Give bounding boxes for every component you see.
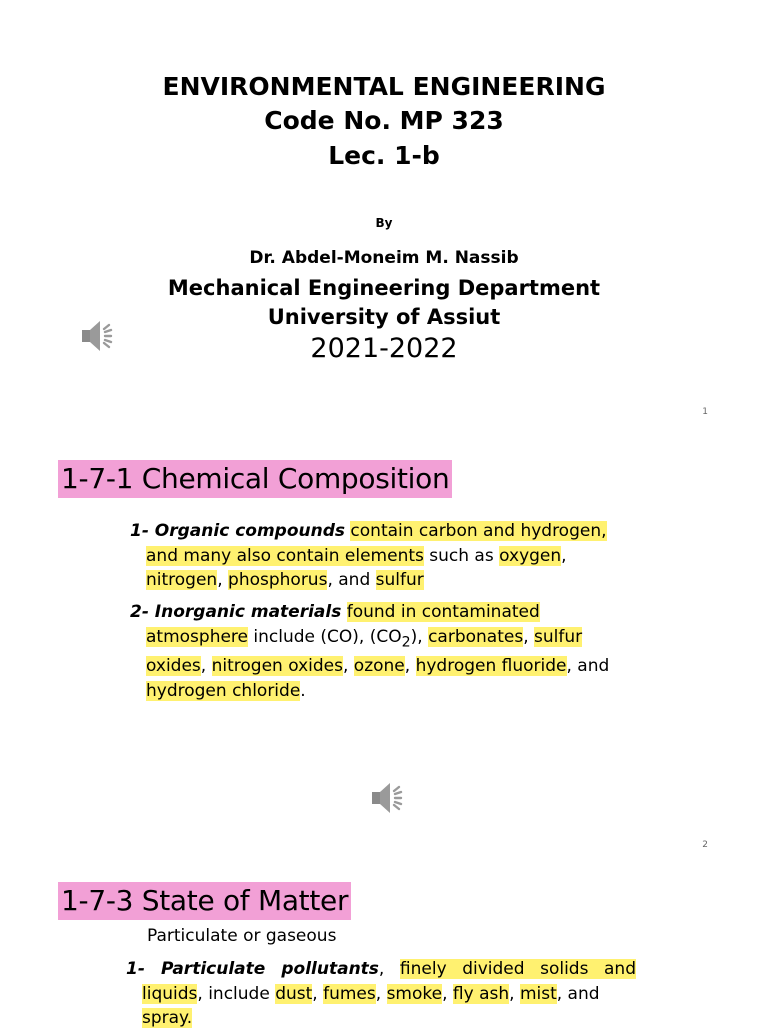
highlighted-text: found in contaminated xyxy=(346,602,540,622)
item-lead: 1- Organic compounds xyxy=(130,521,346,541)
title-slide xyxy=(0,0,768,432)
author-name: Dr. Abdel-Moneim M. Nassib xyxy=(249,248,519,268)
item-lead: 1- Particulate pollutants xyxy=(126,959,379,979)
item-line xyxy=(126,982,636,1007)
slide-heading: 1-7-3 State of Matter xyxy=(58,882,351,920)
highlighted-text: oxygen xyxy=(499,545,562,566)
plain-text: , and xyxy=(566,656,610,677)
highlighted-text: fly ash xyxy=(452,983,510,1004)
plain-text: ), xyxy=(410,626,429,647)
lecture-number: Lec. 1-b xyxy=(328,141,440,170)
highlighted-text: sulfur xyxy=(375,570,424,590)
plain-text: , xyxy=(404,656,416,677)
highlighted-text: hydrogen fluoride xyxy=(415,656,567,677)
item-line xyxy=(130,625,650,655)
item-line xyxy=(130,519,650,544)
highlighted-text: spray. xyxy=(142,1008,193,1028)
course-code: Code No. MP 323 xyxy=(264,106,504,135)
item-line xyxy=(130,654,650,679)
plain-text: . xyxy=(300,680,306,701)
plain-text: include (CO), (CO xyxy=(248,626,402,647)
plain-text: , and xyxy=(327,570,376,590)
highlighted-text: atmosphere xyxy=(146,626,248,647)
organic-compounds-item xyxy=(130,519,650,593)
highlighted-text: hydrogen chloride xyxy=(146,680,301,701)
item-line xyxy=(126,957,636,982)
highlighted-text: fumes xyxy=(323,983,376,1004)
item-line xyxy=(130,568,650,593)
plain-text: , and xyxy=(556,983,600,1004)
inorganic-materials-item xyxy=(130,600,650,703)
highlighted-text: dust xyxy=(275,983,313,1004)
particulate-pollutants-item xyxy=(126,957,636,1031)
slide-heading: 1-7-1 Chemical Composition xyxy=(58,460,452,498)
highlighted-text: and many also contain elements xyxy=(146,545,424,566)
university-name: University of Assiut xyxy=(267,305,501,329)
chemical-composition-slide xyxy=(0,432,768,864)
plain-text: , xyxy=(442,983,453,1004)
highlighted-text: finely divided solids and xyxy=(399,959,637,979)
state-of-matter-slide xyxy=(0,864,768,1028)
plain-text: , xyxy=(200,656,212,677)
speaker-icon[interactable] xyxy=(368,778,408,818)
plain-text: , xyxy=(378,959,400,979)
highlighted-text: smoke xyxy=(386,983,443,1004)
highlighted-text: ozone xyxy=(353,656,405,677)
highlighted-text: carbonates xyxy=(428,626,524,647)
by-label: By xyxy=(375,216,393,230)
page-number: 2 xyxy=(702,840,708,850)
highlighted-text: nitrogen xyxy=(146,570,218,590)
plain-text: , xyxy=(375,983,387,1004)
plain-text: , include xyxy=(197,983,276,1004)
plain-text: , xyxy=(217,570,229,590)
department-name: Mechanical Engineering Department xyxy=(167,276,601,300)
speaker-icon[interactable] xyxy=(78,316,118,356)
item-line xyxy=(130,600,650,625)
highlighted-text: sulfur xyxy=(534,626,583,647)
highlighted-text: contain carbon and hydrogen, xyxy=(350,521,607,541)
slide-subtitle: Particulate or gaseous xyxy=(147,926,337,946)
plain-text: , xyxy=(342,656,354,677)
item-line xyxy=(130,679,650,704)
item-lead: 2- Inorganic materials xyxy=(130,602,342,622)
course-title: ENVIRONMENTAL ENGINEERING xyxy=(162,72,606,101)
subscript-text: 2 xyxy=(401,633,411,650)
plain-text: , xyxy=(561,545,567,566)
item-line xyxy=(130,544,650,569)
plain-text: such as xyxy=(423,545,500,566)
highlighted-text: nitrogen oxides xyxy=(211,656,343,677)
highlighted-text: liquids xyxy=(142,983,198,1004)
plain-text: , xyxy=(523,626,535,647)
highlighted-text: phosphorus xyxy=(228,570,328,590)
page-number: 1 xyxy=(702,407,708,417)
plain-text: , xyxy=(509,983,520,1004)
academic-year: 2021-2022 xyxy=(310,333,458,364)
highlighted-text: oxides xyxy=(146,656,201,677)
plain-text: , xyxy=(312,983,324,1004)
item-line xyxy=(126,1006,636,1031)
highlighted-text: mist xyxy=(519,983,557,1004)
